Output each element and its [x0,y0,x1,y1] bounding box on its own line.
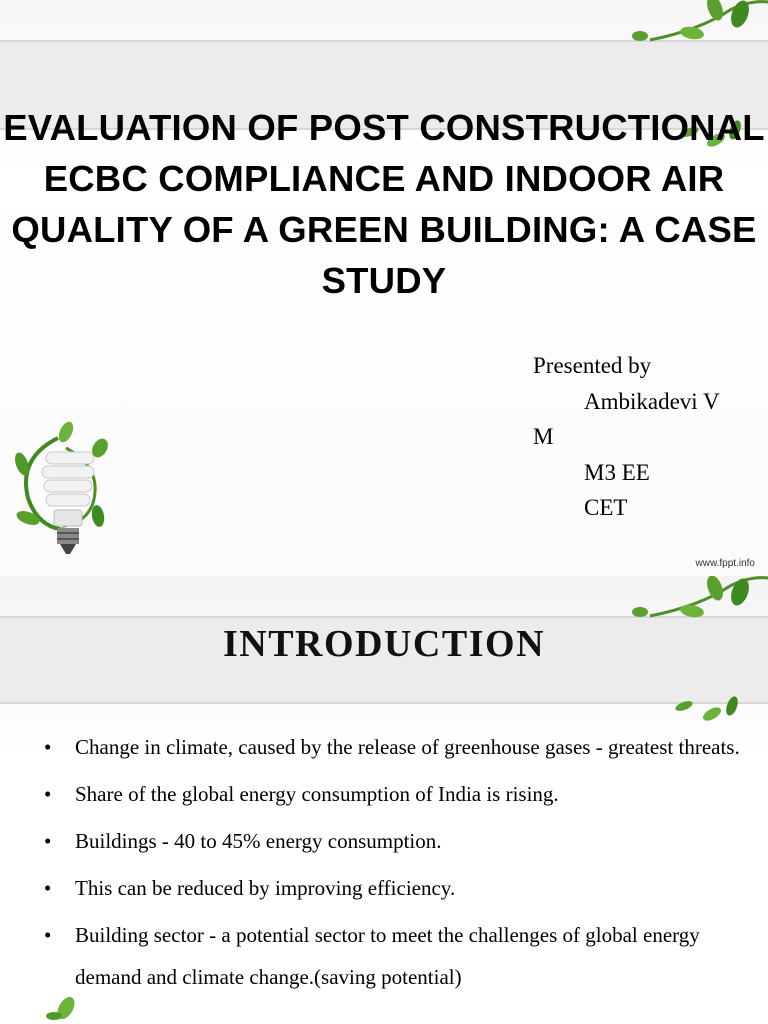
presenter-label: Presented by [533,353,652,378]
eco-bulb-illustration [8,418,112,568]
slide-title: EVALUATION OF POST CONSTRUCTIONAL ECBC COMPLIANCE AND INDOOR AIR QUALITY OF A GREEN BUILDING: A CASE STUDY [3,107,765,301]
presenter-name: Ambikadevi V [584,388,720,414]
bullet-icon: • [44,782,52,806]
list-item: • Buildings - 40 to 45% energy consumption. [44,820,744,862]
bullet-icon: • [44,923,52,947]
source-credit: www.fppt.info [695,558,755,569]
leaf-sprig-bottom-left [40,994,90,1024]
presenter-college: CET [584,495,628,520]
introduction-slide [0,576,768,1024]
presenter-name-continued: M [533,424,554,449]
list-item: • Share of the global energy consumption of India is rising. [44,773,744,815]
presenter-class: M3 EE [584,459,650,485]
bullet-icon: • [44,829,52,853]
list-item: • Building sector - a potential sector to meet the challenges of global energy demand and climate change.(saving potential) [44,914,744,998]
list-item: • This can be reduced by improving efficiency. [44,867,744,909]
section-heading: INTRODUCTION [222,623,546,665]
bullet-icon: • [44,735,52,759]
presenter-block [533,348,763,526]
bullet-icon: • [44,876,52,900]
list-item: • Change in climate, caused by the release of greenhouse gases - greatest threats. [44,726,744,768]
bullet-list [44,726,744,1003]
